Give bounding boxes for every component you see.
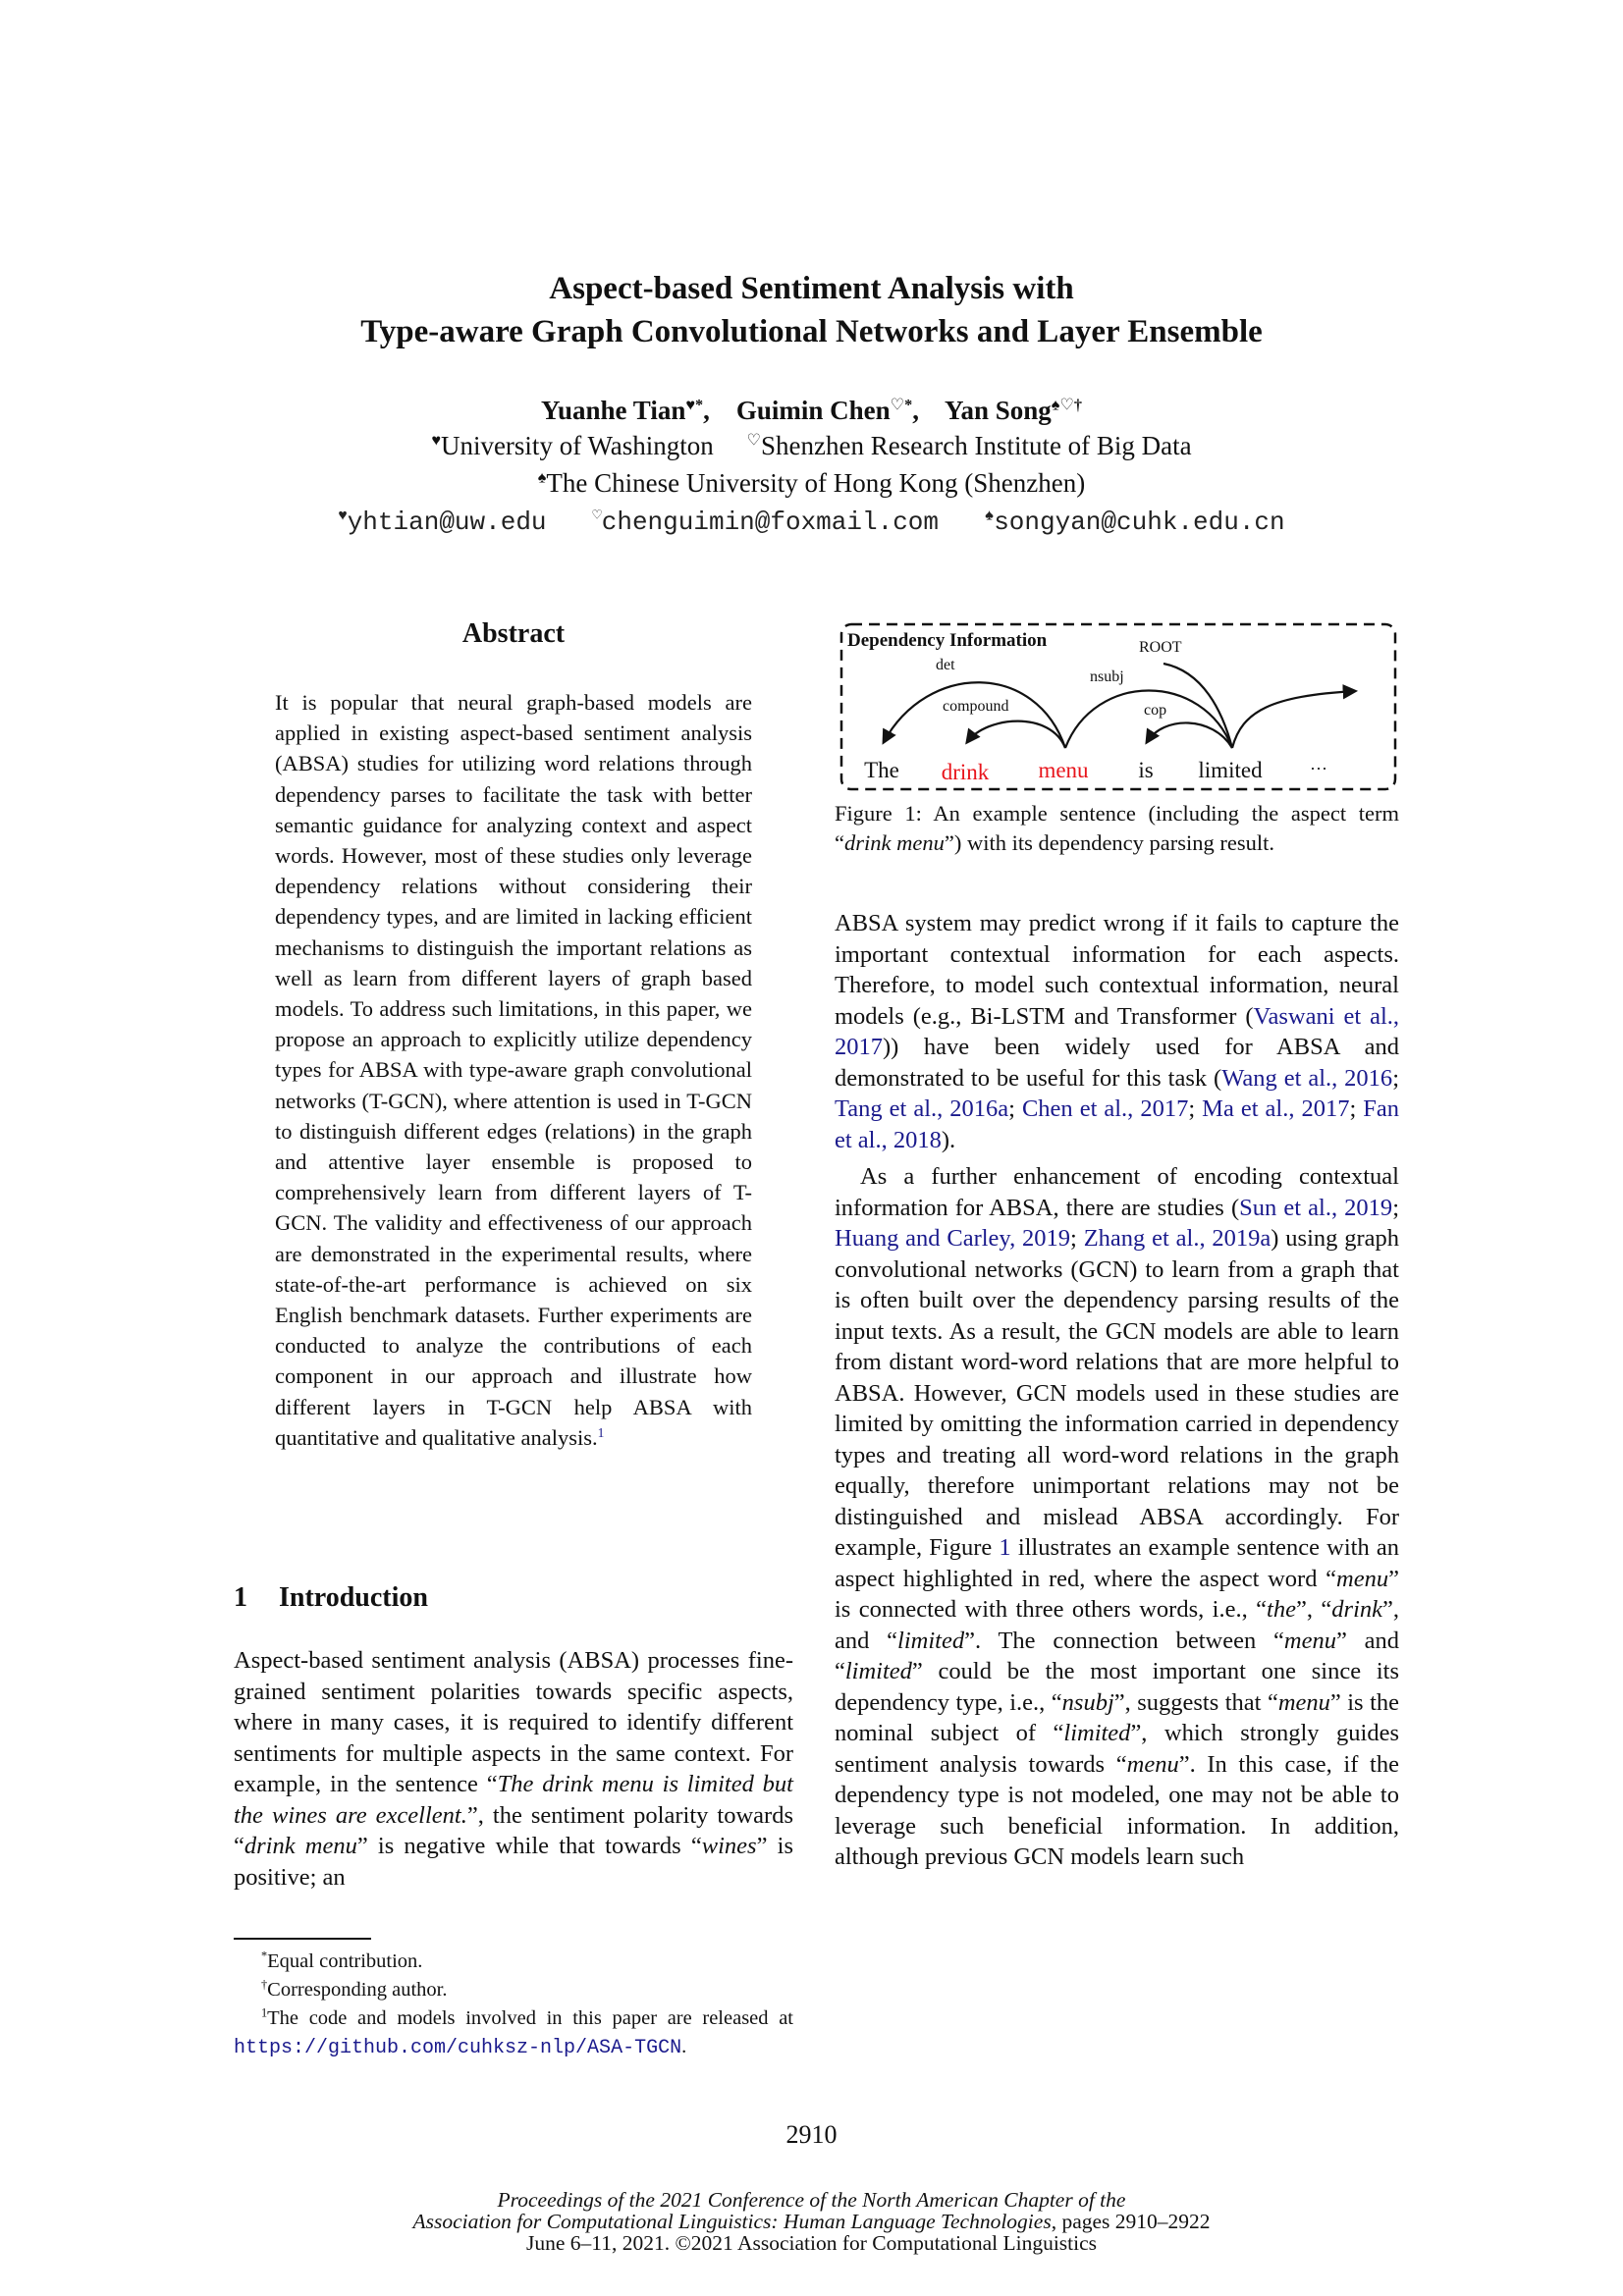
footnote-corresponding: [234, 1976, 793, 2004]
word: limited: [897, 1627, 965, 1654]
title-line-2: Type-aware Graph Convolutional Networks and Layer Ensemble: [360, 314, 1263, 349]
figure-caption: [835, 799, 1399, 858]
abstract-heading: Abstract: [461, 618, 566, 649]
author-list: Yuanhe Tian♥*, Guimin Chen♡*, Yan Song♠♡†: [540, 396, 1082, 425]
text-run: ”) with its dependency parsing result.: [944, 830, 1275, 855]
abstract-text: It is popular that neural graph-based models are applied in existing aspect-based sentiment analysis (ABSA) studies for utilizing word relations through dependency parses to facilitate the task with better semantic guidance for analyzing context and aspect words. However, most of these studies only leverage dependency relations without considering their dependency types, and are limited in lacking efficient mechanisms to distinguish the important relations as well as learn from different layers of graph based models. To address such limitations, in this paper, we propose an approach to explicitly utilize dependency types for ABSA with type-aware graph convolutional networks (T-GCN), where attention is used in T-GCN to distinguish different edges (relations) in the graph and attentive layer ensemble is proposed to comprehensively learn from different layers of T-GCN. The validity and effectiveness of our approach are demonstrated in the experimental results, where state-of-the-art performance is achieved on six English benchmark datasets. Further experiments are conducted to analyze the contributions of each component in our approach and illustrate how different layers in T-GCN help ABSA with quantitative and qualitative analysis.: [275, 690, 752, 1450]
affiliation-cuhk: The Chinese University of Hong Kong (Shenzhen): [546, 468, 1086, 498]
heart-icon: ♥: [431, 431, 441, 450]
word-limited: limited: [1198, 758, 1263, 782]
footnote-mark: †: [261, 1977, 268, 1992]
footnote-ref[interactable]: 1: [597, 1424, 605, 1440]
footnote-equal: [234, 1948, 793, 1976]
text-run: ”. In this case, if the dependency type is not modeled, one may not be able to leverage such beneficial information. In addition, although previous GCN models learn such: [835, 1750, 1399, 1870]
section-heading: [234, 1582, 428, 1614]
title-line-1: Aspect-based Sentiment Analysis with: [549, 271, 1074, 306]
word: limited: [844, 1658, 912, 1684]
citation-link[interactable]: Chen et al., 2017: [1021, 1095, 1189, 1122]
text-run: )) have been widely used for ABSA and demonstrated to be useful for this task (: [835, 1034, 1399, 1092]
footnotes: [234, 1948, 793, 2062]
proceedings-venue: Association for Computational Linguistics: Human Language Technologies: [412, 2210, 1052, 2233]
text-run: ”, which strongly guides sentiment analysis towards “: [835, 1720, 1399, 1778]
text-run: ” could be the most important one since its dependency type, i.e., “: [835, 1658, 1399, 1716]
aspect-term: drink menu: [844, 830, 945, 855]
word: nsubj: [1061, 1688, 1114, 1716]
proceedings-footer: [0, 2189, 1623, 2254]
word: menu: [1277, 1688, 1330, 1716]
affiliation-uw: University of Washington: [440, 431, 714, 460]
proceedings-line-1: Proceedings of the 2021 Conference of the North American Chapter of the: [497, 2188, 1126, 2212]
footnote-text: Corresponding author.: [267, 1979, 448, 2001]
affiliation-line-2: [0, 465, 1623, 501]
email-list: [0, 505, 1623, 540]
footnote-text: Equal contribution.: [267, 1950, 423, 1972]
word-is: is: [1138, 758, 1154, 782]
heart-icon: ♥: [338, 507, 348, 525]
text-run: ”, suggests that “: [1113, 1688, 1278, 1716]
heart-outline-icon: ♡: [592, 507, 602, 525]
email-link[interactable]: songyan@cuhk.edu.cn: [994, 507, 1285, 537]
affiliation-sribd: Shenzhen Research Institute of Big Data: [761, 431, 1192, 460]
aspect-term: wines: [701, 1833, 757, 1859]
citation-link[interactable]: Tang et al., 2016a: [835, 1095, 1009, 1122]
author-name: Yuanhe Tian: [540, 396, 686, 425]
author-name: Yan Song: [944, 396, 1052, 425]
paragraph: ABSA system may predict wrong if it fails to capture the important contextual information for each aspects. Therefore, to model such contextual information, neural models (e.g., Bi-LSTM and Transformer (Vaswani et al., 2017)) have been widely used for ABSA and demonstrated to be useful for this task (Wang et al., 2016; Tang et al., 2016a; Chen et al., 2017; Ma et al., 2017; Fan et al., 2018).: [835, 910, 1400, 1153]
code-url-link[interactable]: https://github.com/cuhksz-nlp/ASA-TGCN: [234, 2037, 682, 2059]
text-run: As a further enhancement of encoding contextual information for ABSA, there are studies (: [835, 1163, 1399, 1221]
text-run: ” is positive; an: [234, 1833, 793, 1891]
paper-title: [0, 267, 1623, 353]
email-link[interactable]: chenguimin@foxmail.com: [601, 507, 940, 537]
text-run: ”, the sentiment polarity towards “: [234, 1801, 794, 1859]
citation-link[interactable]: Vaswani et al., 2017: [835, 1002, 1400, 1060]
page-number: 2910: [785, 2120, 838, 2149]
section-title: Introduction: [279, 1582, 428, 1613]
footnote-text: The code and models involved in this paper are released at: [267, 2007, 793, 2029]
arc-out: [1232, 691, 1355, 748]
arc-label-compound: compound: [943, 698, 1009, 715]
section-number: 1: [234, 1582, 247, 1613]
citation-link[interactable]: Huang and Carley, 2019: [835, 1225, 1071, 1252]
word: the: [1267, 1596, 1296, 1623]
right-column-text: [835, 908, 1399, 1873]
text-run: Figure 1: An example sentence (including the aspect term “: [835, 801, 1399, 855]
footnote-mark: *: [261, 1949, 268, 1963]
proceedings-pages: , pages 2910–2922: [1051, 2210, 1211, 2233]
citation-link[interactable]: Ma et al., 2017: [1202, 1095, 1350, 1122]
arc-label-nsubj: nsubj: [1090, 668, 1124, 685]
author-marks: ♠♡†: [1051, 396, 1082, 414]
author-marks: ♡*: [890, 396, 913, 414]
author-marks: ♥*: [685, 396, 704, 414]
text-run: Aspect-based sentiment analysis (ABSA) processes fine-grained sentiment polarities towards specific aspects, where in many cases, it is required to identify different sentiments for multiple aspects in the same context. For example, in the sentence “: [234, 1647, 793, 1797]
example-sentence: The drink menu is limited but the wines are excellent.: [234, 1771, 793, 1829]
word: menu: [1126, 1750, 1179, 1778]
citation-link[interactable]: Sun et al., 2019: [1239, 1194, 1393, 1221]
text-run: illustrates an example sentence with an aspect highlighted in red, where the aspect word “: [835, 1534, 1399, 1592]
text-run: ” is the nominal subject of “: [835, 1688, 1399, 1746]
footnote-code: [234, 2004, 793, 2062]
citation-link[interactable]: Wang et al., 2016: [1221, 1064, 1393, 1092]
text-run: ABSA system may predict wrong if it fails to capture the important contextual information for each aspects. Therefore, to model such contextual information, neural models (e.g., Bi-LSTM and Transformer (: [835, 910, 1399, 1030]
word: drink: [1331, 1596, 1382, 1623]
abstract-body: [275, 687, 752, 1453]
heart-outline-icon: ♡: [746, 431, 762, 450]
arc-label-root: ROOT: [1139, 639, 1182, 656]
arc-label-det: det: [936, 657, 955, 673]
text-run: ) using graph convolutional networks (GCN) to learn from a graph that is often built over the dependency parsing results of the input texts. As a result, the GCN models are able to learn from distant word-word relations that are more helpful to ABSA. However, GCN models used in these studies are limited by omitting the information carried in dependency types and treating all word-word relations in the graph equally, therefore unimportant relations may not be distinguished and mislead ABSA accordingly. For example, Figure: [835, 1225, 1400, 1561]
proceedings-line-3: June 6–11, 2021. ©2021 Association for Computational Linguistics: [525, 2231, 1098, 2255]
figure-box-title: Dependency Information: [847, 630, 1048, 651]
text-run: ”. The connection between “: [964, 1627, 1284, 1654]
email-link[interactable]: yhtian@uw.edu: [347, 507, 547, 537]
word-the: The: [864, 758, 899, 782]
footnote-mark: 1: [261, 2005, 268, 2020]
arc-cop: [1147, 722, 1232, 748]
word: menu: [1336, 1565, 1389, 1592]
arc-compound: [967, 721, 1065, 748]
footnote-rule: [234, 1938, 371, 1940]
text-run: .: [681, 2036, 687, 2057]
intro-paragraph: [234, 1645, 793, 1893]
arc-label-cop: cop: [1144, 702, 1167, 719]
word-ellipsis: ···: [1310, 759, 1327, 778]
arc-det: [884, 682, 1065, 748]
affiliation-line-1: [0, 428, 1623, 463]
citation-link[interactable]: Zhang et al., 2019a: [1083, 1225, 1271, 1252]
figure-ref-link[interactable]: 1: [999, 1534, 1011, 1561]
text-run: ” is connected with three others words, i.e., “: [835, 1565, 1399, 1623]
word: menu: [1283, 1627, 1336, 1654]
paragraph: As a further enhancement of encoding contextual information for ABSA, there are studies (Sun et al., 2019; Huang and Carley, 2019; Zhang et al., 2019a) using graph convolutional networks (GCN) to learn from a graph that is often built over the dependency parsing results of the input texts. As a result, the GCN models are able to learn from distant word-word relations that are more helpful to ABSA. However, GCN models used in these studies are limited by omitting the information carried in dependency types and treating all word-word relations in the graph equally, therefore unimportant relations may not be distinguished and mislead ABSA accordingly. For example, Figure 1 illustrates an example sentence with an aspect highlighted in red, where the aspect word “menu” is connected with three others words, i.e., “the”, “drink”, and “limited”. The connection between “menu” and “limited” could be the most important one since its dependency type, i.e., “nsubj”, suggests that “menu” is the nominal subject of “limited”, which strongly guides sentiment analysis towards “menu”. In this case, if the dependency type is not modeled, one may not be able to leverage such beneficial information. In addition, although previous GCN models learn such: [835, 1163, 1400, 1870]
spade-icon: ♠: [984, 507, 995, 525]
text-run: ” is negative while that towards “: [356, 1833, 702, 1859]
author-name: Guimin Chen: [735, 396, 891, 425]
aspect-term: drink menu: [243, 1833, 357, 1859]
citation-link[interactable]: Fan et al., 2018: [835, 1095, 1400, 1153]
word: limited: [1063, 1720, 1131, 1746]
word-drink: drink: [941, 760, 990, 784]
word-menu: menu: [1038, 758, 1089, 782]
spade-icon: ♠: [537, 468, 547, 487]
figure-dependency-diagram: [839, 622, 1399, 794]
